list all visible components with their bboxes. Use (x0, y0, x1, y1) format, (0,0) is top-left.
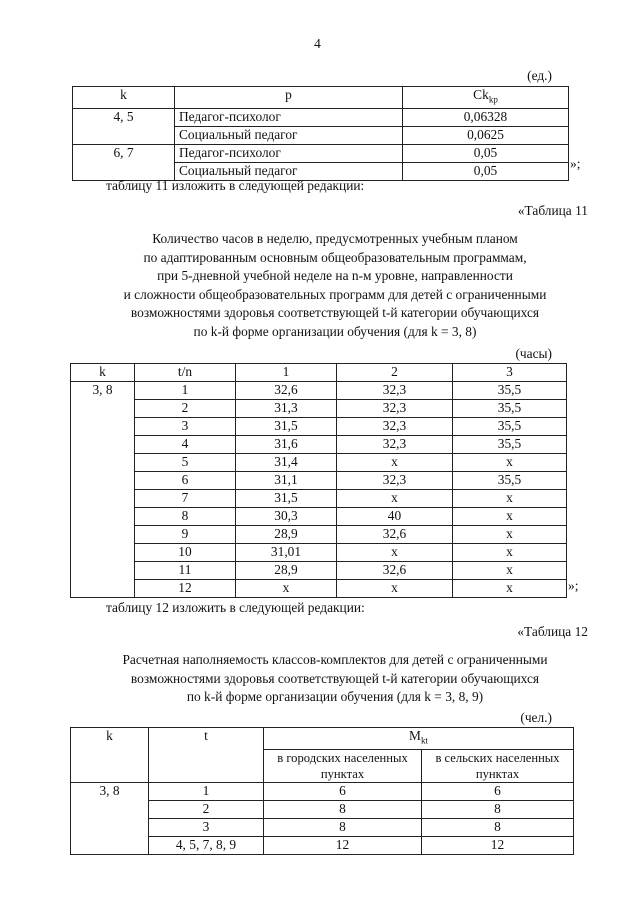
table-12-subheader-urban (264, 749, 422, 782)
table-a-cell-value: 0,0625 (403, 126, 569, 144)
table-row (71, 490, 567, 508)
table-11-cell: 32,6 (337, 562, 453, 580)
table-12-title-line: по k-й форме организации обучения (для k = 3, 8, 9) (186, 689, 484, 704)
table-a-header-k: k (73, 87, 175, 109)
table-11-cell: x (453, 490, 567, 508)
table-row (71, 418, 567, 436)
table-11-cell: 31,5 (236, 418, 337, 436)
table-row (71, 472, 567, 490)
table-11-title-line: по k-й форме организации обучения (для k = 3, 8) (193, 323, 477, 339)
table-a-cell-value: 0,06328 (403, 108, 569, 126)
table-12-label: «Таблица 12 (517, 624, 588, 639)
page-number: 4 (314, 36, 321, 51)
table-11-unit: (часы) (515, 346, 552, 361)
table-a-header-p: p (175, 87, 403, 109)
table-11-cell: x (337, 580, 453, 598)
table-11-cell: 31,1 (236, 472, 337, 490)
table-11-title-line: по адаптированным основным общеобразовательным программам, (143, 249, 527, 265)
table-11-cell: 28,9 (236, 526, 337, 544)
table-row (71, 782, 574, 800)
table-11-cell-t: 8 (135, 508, 236, 526)
table-11-cell: x (337, 490, 453, 508)
table-12-header-row (71, 728, 574, 750)
table-11-cell: 32,3 (337, 418, 453, 436)
table-11-header-n2: 2 (337, 364, 453, 382)
table-12-header-t: t (149, 728, 264, 783)
table-a-unit: (ед.) (527, 68, 552, 83)
table-row (73, 108, 569, 126)
table-12-cell: 12 (264, 836, 422, 854)
table-a-cell-p: Педагог-психолог (175, 108, 403, 126)
table-row (71, 454, 567, 472)
table-row (71, 544, 567, 562)
table-11-cell-t: 4 (135, 436, 236, 454)
table-11-header-tn: t/n (135, 364, 236, 382)
table-11-header-n1: 1 (236, 364, 337, 382)
table-11-cell: x (453, 580, 567, 598)
table-11-cell-t: 5 (135, 454, 236, 472)
table-11-cell-k: 3, 8 (71, 382, 135, 598)
table-a-cell-k (73, 126, 175, 144)
table-row (73, 126, 569, 144)
table-12-header-m-sub: kt (420, 735, 428, 746)
table-12-title-line: Расчетная наполняемость классов-комплектов для детей с ограниченными (122, 652, 548, 667)
table-11-cell: 28,9 (236, 562, 337, 580)
table-12-cell-t: 1 (149, 782, 264, 800)
table-11-cell: 35,5 (453, 472, 567, 490)
table-11-cell: x (337, 544, 453, 562)
table-11-title (40, 230, 630, 341)
table-11-cell: 35,5 (453, 436, 567, 454)
table-12-title (40, 651, 630, 707)
table-12-cell: 6 (422, 782, 574, 800)
table-11-cell: 32,3 (337, 382, 453, 400)
table-11-cell: x (337, 454, 453, 472)
table-row (71, 436, 567, 454)
table-a (72, 86, 569, 181)
table-11-cell: 30,3 (236, 508, 337, 526)
table-row (71, 508, 567, 526)
table-a-cell-k: 6, 7 (73, 144, 175, 162)
table-12-header-m-base: M (409, 728, 421, 743)
table-a-cell-value: 0,05 (403, 162, 569, 180)
table-11-cell: 40 (337, 508, 453, 526)
table-11-cell: 31,3 (236, 400, 337, 418)
table-row (71, 562, 567, 580)
table-11-closing-quote: »; (568, 578, 579, 593)
table-12-subheader-rural-line: в сельских населенных (435, 750, 560, 765)
table-a-cell-p: Педагог-психолог (175, 144, 403, 162)
table-12-cell: 12 (422, 836, 574, 854)
table-12-title-line: возможностями здоровья соответствующей t-й категории обучающихся (130, 670, 540, 686)
table-11-title-line: при 5-дневной учебной неделе на n-м уровне, направленности (157, 268, 513, 283)
table-a-cell-p: Социальный педагог (175, 162, 403, 180)
table-12-cell: 8 (264, 818, 422, 836)
table-12-header-k: k (71, 728, 149, 783)
table-11-cell-t: 6 (135, 472, 236, 490)
table-12-subheader-rural-line: пунктах (475, 766, 520, 781)
table-row (71, 382, 567, 400)
table-11-header-n3: 3 (453, 364, 567, 382)
table-11-cell-t: 10 (135, 544, 236, 562)
table-11-cell: 31,5 (236, 490, 337, 508)
table-row (71, 580, 567, 598)
table-12-cell-t: 2 (149, 800, 264, 818)
table-11-cell: 35,5 (453, 400, 567, 418)
table-11-cell: 35,5 (453, 418, 567, 436)
table-12-cell: 6 (264, 782, 422, 800)
table-a-header-ck-base: Ck (473, 87, 489, 102)
table-11-cell-t: 11 (135, 562, 236, 580)
table-12-subheader-rural (422, 749, 574, 782)
table-a-header-row (73, 87, 569, 109)
table-a-closing-quote: »; (570, 156, 581, 171)
table-12-header-m (264, 728, 574, 750)
table-12-cell: 8 (422, 800, 574, 818)
table-11-cell: x (453, 454, 567, 472)
table-11-title-line: Количество часов в неделю, предусмотренных учебным планом (152, 231, 518, 246)
table-11-label: «Таблица 11 (517, 203, 588, 218)
table-12-cell-k: 3, 8 (71, 782, 149, 854)
table-11-cell: 32,6 (337, 526, 453, 544)
table-11-cell: 31,6 (236, 436, 337, 454)
table-row (71, 400, 567, 418)
table-a-header-ck-sub: kp (488, 94, 498, 105)
table-11-cell: 32,3 (337, 436, 453, 454)
table-12-subheader-urban-line: в городских населенных (277, 750, 408, 765)
table-11-cell: x (453, 544, 567, 562)
table-11-title-line: и сложности общеобразовательных программ для детей с ограниченными (123, 286, 547, 302)
table-11-cell: 31,4 (236, 454, 337, 472)
table-12-unit: (чел.) (520, 710, 552, 725)
table-11-cell: 35,5 (453, 382, 567, 400)
table-a-cell-p: Социальный педагог (175, 126, 403, 144)
table-11-cell-t: 1 (135, 382, 236, 400)
table-a-cell-value: 0,05 (403, 144, 569, 162)
table-11-cell: x (453, 562, 567, 580)
table-11 (70, 363, 567, 598)
table-11-title-line: возможностями здоровья соответствующей t-й категории обучающихся (130, 305, 540, 320)
table-11-cell: 32,3 (337, 400, 453, 418)
table-11-cell-t: 12 (135, 580, 236, 598)
table-11-cell: 31,01 (236, 544, 337, 562)
table-a-header-ck (403, 87, 569, 109)
table-a-cell-k: 4, 5 (73, 108, 175, 126)
table-12-cell: 8 (264, 800, 422, 818)
table-11-cell-t: 3 (135, 418, 236, 436)
table-11-header-k: k (71, 364, 135, 382)
table-11-cell: x (453, 526, 567, 544)
table-11-cell-t: 9 (135, 526, 236, 544)
table-11-cell: x (453, 508, 567, 526)
table-12-cell-t: 3 (149, 818, 264, 836)
table-row (73, 144, 569, 162)
table-row (71, 526, 567, 544)
table-12-subheader-urban-line: пунктах (320, 766, 365, 781)
instruction-table-11: таблицу 11 изложить в следующей редакции: (106, 178, 365, 193)
table-11-cell: 32,3 (337, 472, 453, 490)
table-12 (70, 727, 574, 855)
table-11-cell-t: 2 (135, 400, 236, 418)
instruction-table-12: таблицу 12 изложить в следующей редакции: (106, 600, 365, 615)
table-11-cell-t: 7 (135, 490, 236, 508)
table-12-cell-t: 4, 5, 7, 8, 9 (149, 836, 264, 854)
table-12-cell: 8 (422, 818, 574, 836)
table-11-header-row (71, 364, 567, 382)
table-11-cell: 32,6 (236, 382, 337, 400)
table-11-cell: x (236, 580, 337, 598)
